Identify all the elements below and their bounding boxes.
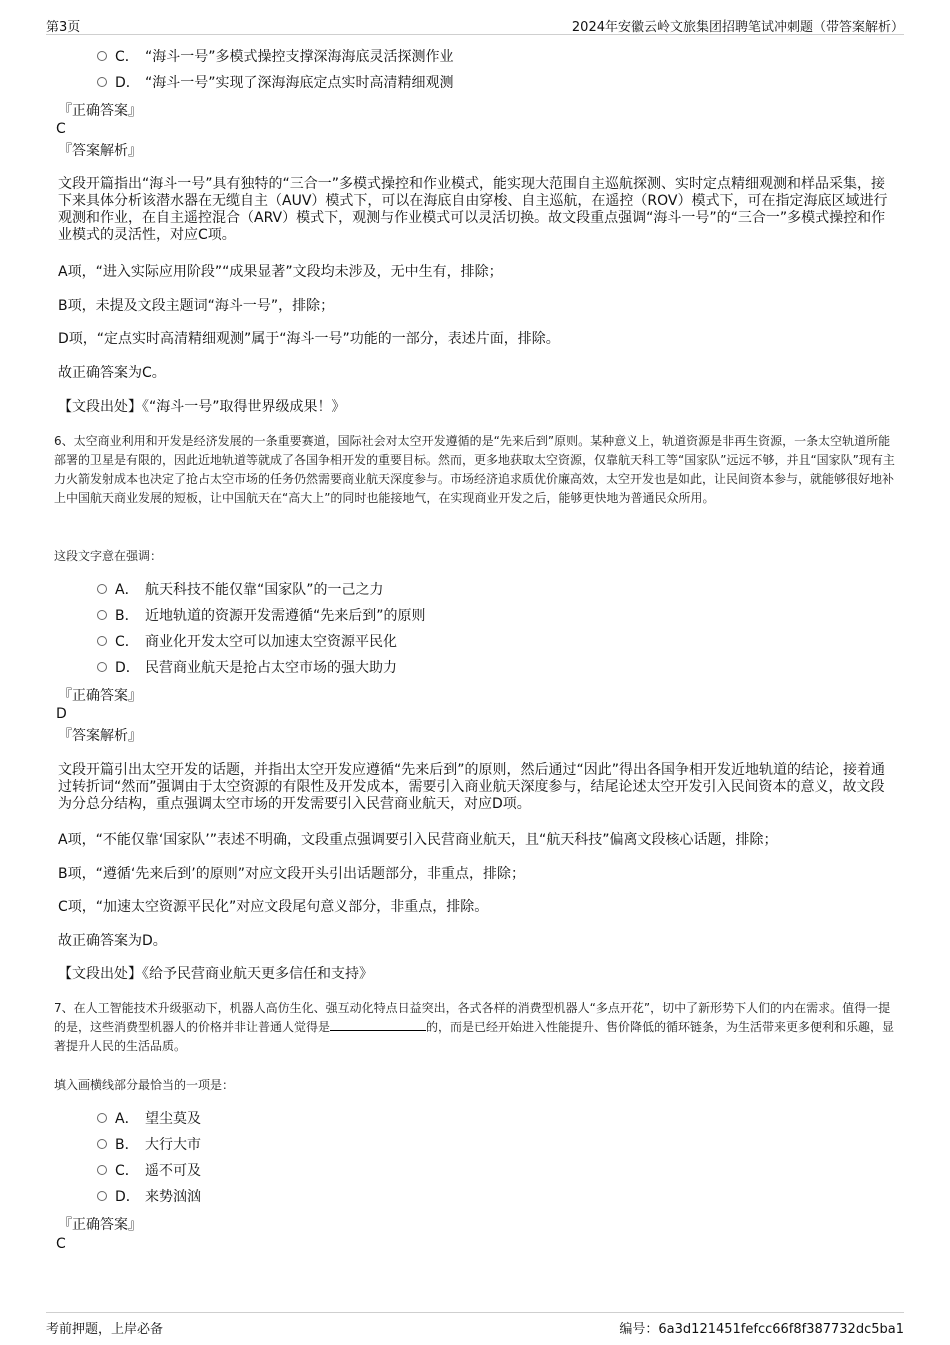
q5-note-b: B项，未提及文段主题词“海斗一号”，排除；	[58, 298, 335, 314]
radio-icon[interactable]	[97, 51, 107, 61]
radio-icon[interactable]	[97, 662, 107, 672]
q5-conclusion: 故正确答案为C。	[58, 365, 166, 381]
q5-answer: C	[56, 121, 66, 137]
q7-option-d[interactable]: D． 来势汹汹	[97, 1187, 201, 1207]
q6-note-b: B项，“遵循‘先来后到’的原则”对应文段开头引出话题部分，非重点，排除；	[58, 866, 526, 882]
q6-option-b[interactable]: B． 近地轨道的资源开发需遵循“先来后到”的原则	[97, 606, 426, 626]
q5-analysis-label: 『答案解析』	[58, 143, 142, 159]
q7-option-b[interactable]: B． 大行大市	[97, 1135, 201, 1155]
q5-note-a: A项，“进入实际应用阶段”“成果显著”文段均未涉及，无中生有，排除；	[58, 264, 503, 280]
radio-icon[interactable]	[97, 1191, 107, 1201]
q7-option-c[interactable]: C． 遥不可及	[97, 1161, 201, 1181]
page-header	[46, 14, 904, 35]
q6-note-a: A项，“不能仅靠‘国家队’”表述不明确，文段重点强调要引入民营商业航天，且“航天科技”偏离文段核心话题，排除；	[58, 832, 778, 848]
q6-option-a[interactable]: A． 航天科技不能仅靠“国家队”的一己之力	[97, 580, 384, 600]
radio-icon[interactable]	[97, 1165, 107, 1175]
q6-answer: D	[56, 706, 67, 722]
q6-analysis: 文段开篇引出太空开发的话题，并指出太空开发应遵循“先来后到”的原则，然后通过“因此”得出各国争相开发近地轨道的结论，接着通过转折词“然而”强调由于太空资源的有限性及开发成本，需要引入商业航天深度参与，结尾论述太空开发引入民间资本的意义，故文段为分总分结构，重点强调太空市场的开发需要引入民营商业航天，对应D项。	[58, 762, 886, 812]
q5-option-c[interactable]: C． “海斗一号”多模式操控支撑深海海底灵活探测作业	[97, 47, 454, 67]
q6-analysis-label: 『答案解析』	[58, 728, 142, 744]
q5-note-d: D项，“定点实时高清精细观测”属于“海斗一号”功能的一部分，表述片面，排除。	[58, 331, 560, 347]
q5-analysis: 文段开篇指出“海斗一号”具有独特的“三合一”多模式操控和作业模式，能实现大范围自主巡航探测、实时定点精细观测和样品采集，接下来具体分析该潜水器在无缆自主（AUV）模式下，可以在海底自由穿梭、自主巡航，在遥控（ROV）模式下，可在指定海底区域进行观测和作业，在自主遥控混合（ARV）模式下，观测与作业模式可以灵活切换。故文段重点强调“海斗一号”的“三合一”多模式操控和作业模式的灵活性，对应C项。	[58, 176, 888, 243]
q6-prompt: 这段文字意在强调：	[54, 549, 163, 563]
page-footer	[46, 1312, 904, 1337]
q7-prompt: 填入画横线部分最恰当的一项是：	[54, 1078, 235, 1092]
q5-option-d[interactable]: D． “海斗一号”实现了深海海底定点实时高清精细观测	[97, 73, 454, 93]
q5-answer-label: 『正确答案』	[58, 103, 142, 119]
q6-option-d[interactable]: D． 民营商业航天是抢占太空市场的强大助力	[97, 658, 397, 678]
radio-icon[interactable]	[97, 636, 107, 646]
q7-stem: 7、在人工智能技术升级驱动下，机器人高仿生化、强互动化特点日益突出，各式各样的消费型机器人“多点开花”，切中了新形势下人们的内在需求。值得一提的是，这些消费型机器人的价格并非让普通人觉得是 的，而是已经开始进入性能提升、售价降低的循环链条，为生活带来更多便利和乐趣，显著提升人民的生活品质。	[54, 1001, 895, 1053]
q7-answer-label: 『正确答案』	[58, 1217, 142, 1233]
fill-blank	[330, 1018, 426, 1031]
radio-icon[interactable]	[97, 1139, 107, 1149]
radio-icon[interactable]	[97, 584, 107, 594]
footer-slogan: 考前押题，上岸必备	[46, 1322, 164, 1337]
q7-answer: C	[56, 1236, 66, 1252]
q6-note-c: C项，“加速太空资源平民化”对应文段尾句意义部分，非重点，排除。	[58, 899, 489, 915]
radio-icon[interactable]	[97, 1113, 107, 1123]
q7-option-a[interactable]: A． 望尘莫及	[97, 1109, 201, 1129]
page-number: 第3页	[46, 20, 81, 35]
radio-icon[interactable]	[97, 610, 107, 620]
q6-conclusion: 故正确答案为D。	[58, 933, 167, 949]
q6-option-c[interactable]: C． 商业化开发太空可以加速太空资源平民化	[97, 632, 397, 652]
q6-answer-label: 『正确答案』	[58, 688, 142, 704]
q5-source: 【文段出处】《“海斗一号”取得世界级成果！》	[58, 399, 346, 415]
q6-source: 【文段出处】《给予民营商业航天更多信任和支持》	[58, 966, 373, 982]
q6-stem: 6、太空商业利用和开发是经济发展的一条重要赛道，国际社会对太空开发遵循的是“先来后到”原则。某种意义上，轨道资源是非再生资源，一条太空轨道所能部署的卫星是有限的，因此近地轨道等就成了各国争相开发的重要目标。然而，更多地获取太空资源，仅靠航天科工等“国家队”远远不够，并且“国家队”现有主力火箭发射成本也决定了抢占太空市场的任务仍然需要商业航天深度参与。市场经济追求质优价廉高效，太空开发也是如此，让民间资本参与，就能够很好地补上中国航天商业发展的短板，让中国航天在“高大上”的同时也能接地气，在实现商业开发之后，能够更快地为普通民众所用。	[54, 434, 895, 505]
document-title: 2024年安徽云岭文旅集团招聘笔试冲刺题（带答案解析）	[571, 20, 904, 35]
radio-icon[interactable]	[97, 77, 107, 87]
document-id: 编号：6a3d121451fefcc66f8f387732dc5ba1	[619, 1322, 904, 1337]
